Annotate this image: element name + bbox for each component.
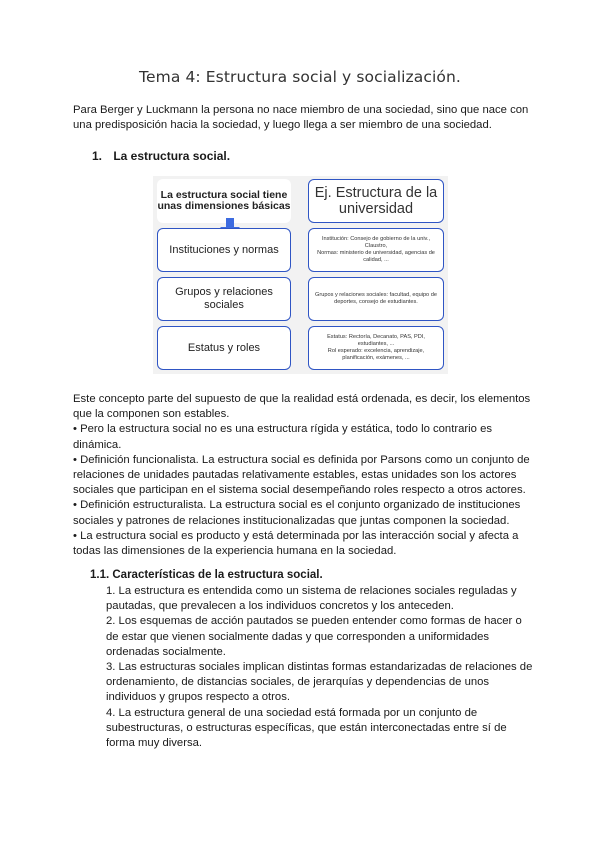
structure-diagram xyxy=(153,176,448,374)
section-number: 1. xyxy=(92,149,103,163)
document-title: Tema 4: Estructura social y socialización. xyxy=(139,68,461,86)
bullet-paragraph: • Definición estructuralista. La estructura social es el conjunto organizado de instituciones sociales y patrones de relaciones institucionalizadas que juntas componen la sociedad. xyxy=(73,499,521,527)
list-item: 1. La estructura es entendida como un sistema de relaciones sociales reguladas y pautadas, que prevalecen a los individuos concretos y los anteceden. xyxy=(106,585,517,613)
diagram-right-line: Normas: ministerio de universidad, agencias de calidad, ... xyxy=(317,250,435,263)
section-title: La estructura social. xyxy=(113,149,231,163)
diagram-right-item xyxy=(308,277,444,321)
diagram-right-item xyxy=(308,228,444,272)
paragraph: Este concepto parte del supuesto de que la realidad está ordenada, es decir, los elementos que la componen son estables. xyxy=(73,393,531,421)
diagram-right-header: Ej. Estructura de la universidad xyxy=(308,179,444,223)
diagram-right-line: Rol esperado: excelencia, aprendizaje, planificación, exámenes, ... xyxy=(327,348,425,361)
list-item: 2. Los esquemas de acción pautados se pueden entender como formas de hacer o de estar que vienen socialmente dadas y que corresponden a uniformidades ordenadas socialmente. xyxy=(106,615,522,658)
diagram-left-item: Instituciones y normas xyxy=(157,228,291,272)
diagram-left-item: Estatus y roles xyxy=(157,326,291,370)
list-item: 3. Las estructuras sociales implican distintas formas estandarizadas de relaciones de ordenamiento, de distancias sociales, de jerarquías y dependencias de unos individuos y grupos respecto a otros. xyxy=(106,661,533,704)
bullet-paragraph: • La estructura social es producto y está determinada por las interacción social y afecta a todas las dimensiones de la experiencia humana en la sociedad. xyxy=(73,529,519,558)
body-paragraphs xyxy=(73,392,533,559)
subsection-heading: 1.1. Características de la estructura social. xyxy=(90,569,323,581)
diagram-right-line: Institución: Consejo de gobierno de la univ., Claustro, xyxy=(321,236,431,249)
intro-paragraph: Para Berger y Luckmann la persona no nace miembro de una sociedad, sino que nace con una predisposición hacia la sociedad, y luego llega a ser miembro de una sociedad. xyxy=(73,104,529,132)
characteristics-list xyxy=(106,584,534,751)
bullet-paragraph: • Definición funcionalista. La estructura social es definida por Parsons como un conjunto de relaciones de unidades pautadas relativamente estables, estas unidades son los actores sociales que participan en el sistema social desempeñando roles respecto a otros actores. xyxy=(73,453,530,497)
diagram-right-item xyxy=(308,326,444,370)
bullet-paragraph: • Pero la estructura social no es una estructura rígida y estática, todo lo contrario es dinámica. xyxy=(73,423,493,451)
list-item: 4. La estructura general de una sociedad está formada por un conjunto de subestructuras, o estructuras específicas, que están interconectadas entre sí de forma muy diversa. xyxy=(106,706,507,750)
diagram-left-item: Grupos y relaciones sociales xyxy=(157,277,291,321)
diagram-left-header: La estructura social tiene unas dimensiones básicas xyxy=(157,179,291,223)
diagram-right-line: Grupos y relaciones sociales: facultad, equipo de deportes, consejo de estudiantes. xyxy=(315,292,437,305)
section-heading xyxy=(92,149,230,163)
diagram-right-line: Estatus: Rectoría, Decanato, PAS, PDI, estudiantes, ... xyxy=(327,334,425,347)
